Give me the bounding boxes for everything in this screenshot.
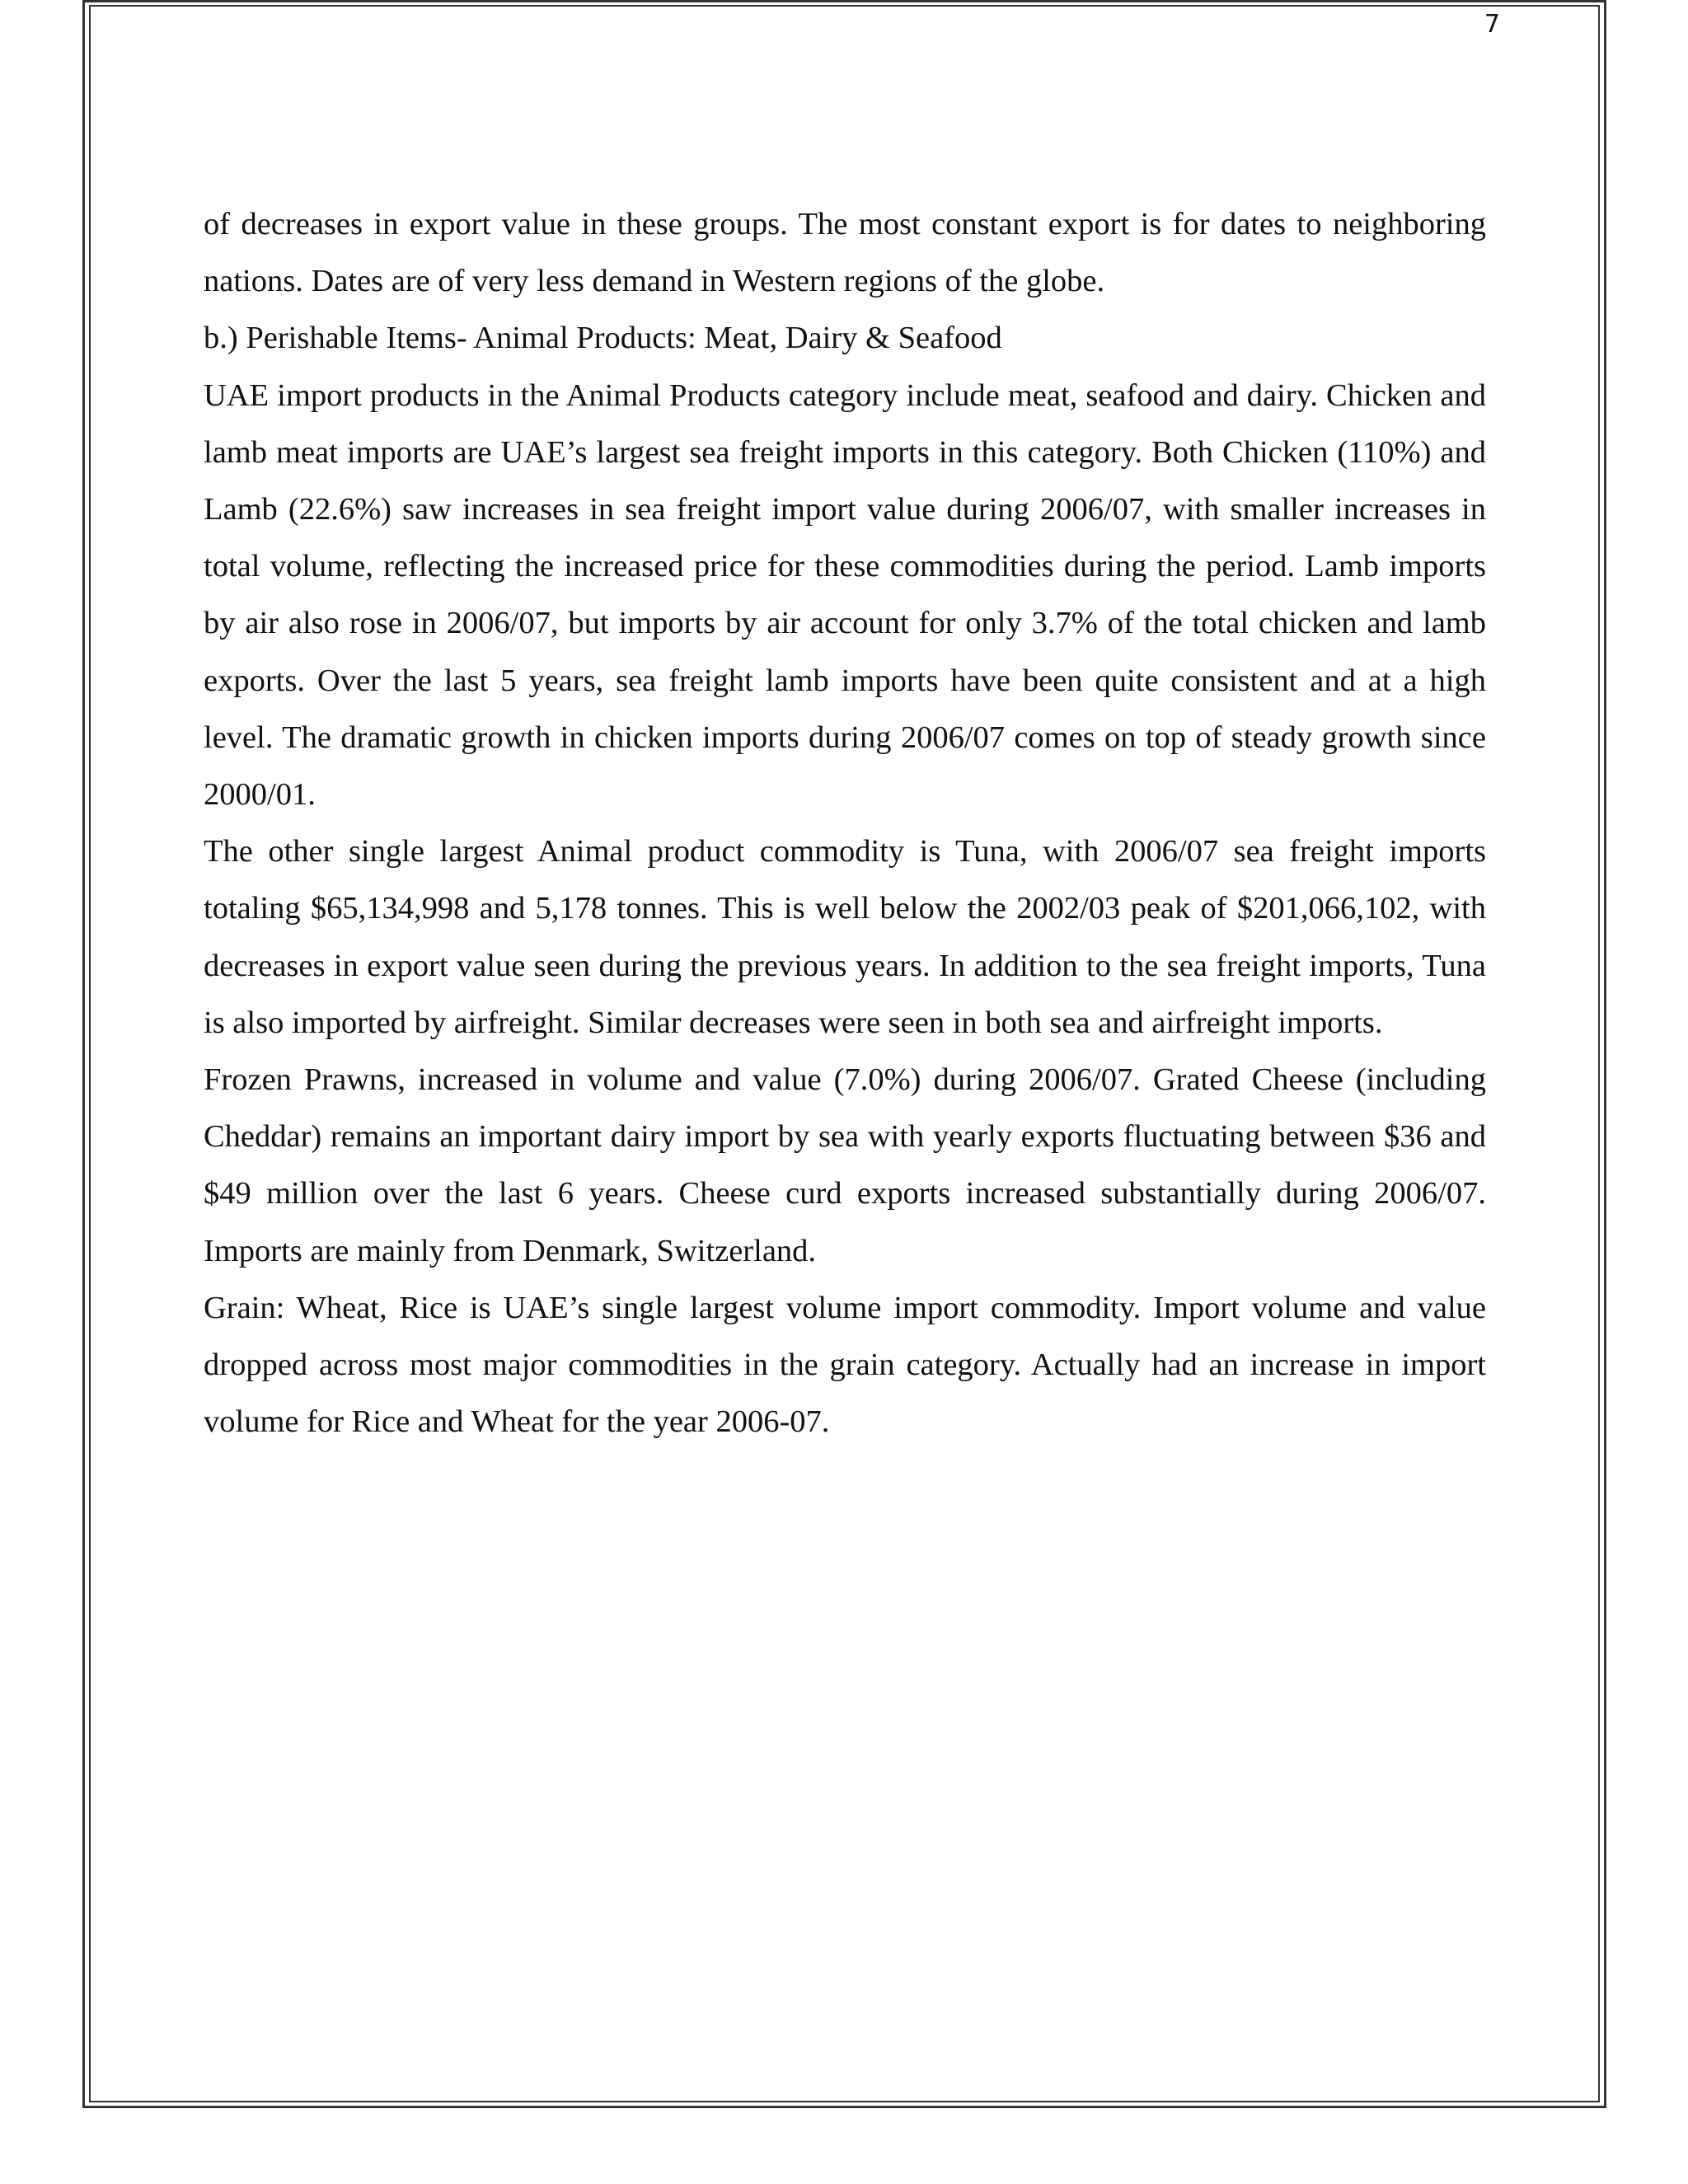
document-body [204, 196, 1486, 1451]
paragraph-dates-exports: of decreases in export value in these groups. The most constant export is for dates to neighboring nations. Dates are of very less demand in Western regions of the globe. [204, 207, 1486, 299]
section-heading-perishable-animal-products: b.) Perishable Items- Animal Products: Meat, Dairy & Seafood [204, 321, 1002, 356]
page-number: 7 [1484, 10, 1500, 39]
paragraph-animal-products: UAE import products in the Animal Products category include meat, seafood and dairy. Chicken and lamb meat imports are UAE’s largest sea freight imports in this category. Both Chicken (110%) and Lamb (22.6%) saw increases in sea freight import value during 2006/07, with smaller increases in total volume, reflecting the increased price for these commodities during the period. Lamb imports by air also rose in 2006/07, but imports by air account for only 3.7% of the total chicken and lamb exports. Over the last 5 years, sea freight lamb imports have been quite consistent and at a high level. The dramatic growth in chicken imports during 2006/07 comes on top of steady growth since 2000/01. [204, 377, 1486, 813]
paragraph-tuna: The other single largest Animal product commodity is Tuna, with 2006/07 sea freight imports totaling $65,134,998 and 5,178 tonnes. This is well below the 2002/03 peak of $201,066,102, with decreases in export value seen during the previous years. In addition to the sea freight imports, Tuna is also imported by airfreight. Similar decreases were seen in both sea and airfreight imports. [204, 834, 1486, 1040]
paragraph-prawns-cheese: Frozen Prawns, increased in volume and value (7.0%) during 2006/07. Grated Cheese (including Cheddar) remains an important dairy import by sea with yearly exports fluctuating between $36 and $49 million over the last 6 years. Cheese curd exports increased substantially during 2006/07. Imports are mainly from Denmark, Switzerland. [204, 1062, 1486, 1268]
paragraph-grain: Grain: Wheat, Rice is UAE’s single largest volume import commodity. Import volume and value dropped across most major commodities in the grain category. Actually had an increase in import volume for Rice and Wheat for the year 2006-07. [204, 1290, 1486, 1440]
